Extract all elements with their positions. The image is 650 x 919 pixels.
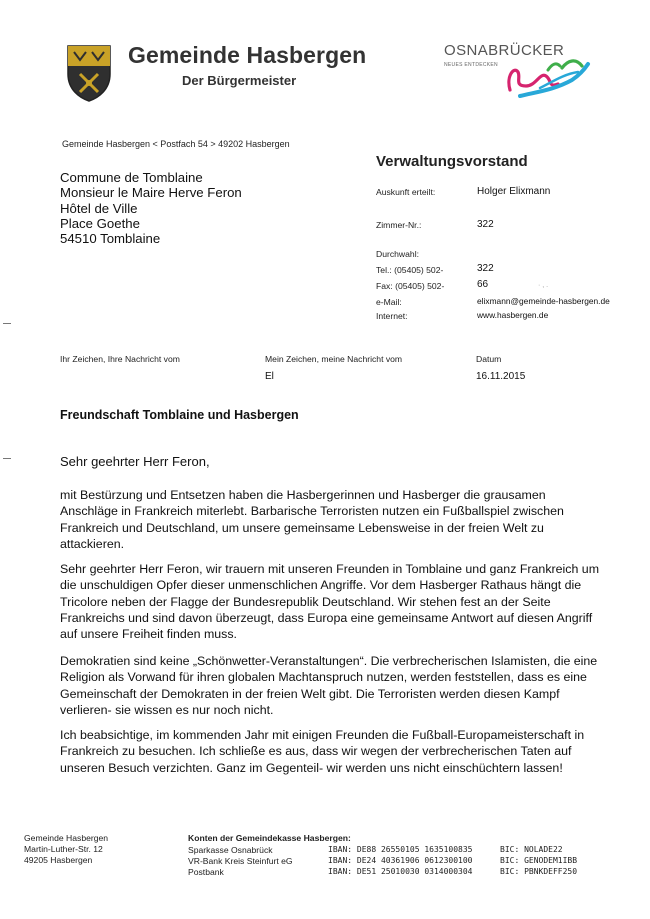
scan-specks: · , . [538, 282, 549, 289]
footer-address-line: Gemeinde Hasbergen [24, 833, 109, 843]
punch-mark [3, 458, 11, 459]
fax-extension: 66 [477, 279, 489, 290]
footer-address [24, 833, 108, 866]
our-reference-label: Mein Zeichen, meine Nachricht vom [265, 354, 403, 364]
internet-label: Internet: [376, 311, 408, 321]
our-reference-value: El [265, 371, 274, 382]
website-address: www.hasbergen.de [477, 310, 549, 320]
letter-paragraph: Sehr geehrter Herr Feron, wir trauern mit unseren Freunden in Tomblaine und ganz Frankreich um die unschuldigen Opfer dieser unmenschlichen Angriffe. Vor dem Hasberger Rathaus hängt die Tricolore neben der Flagge der Bundesrepublik Deutschland. Wir stehen fest an der Seite Frankreichs und sind davon überzeugt, dass Europa eine gemeinsame Antwort auf diesen Angriff auf unsere Freiheit finden muss. [60, 562, 600, 642]
footer-address-line: 49205 Hasbergen [24, 855, 93, 865]
recipient-line: Hôtel de Ville [60, 200, 138, 216]
letter-paragraph: Demokratien sind keine „Schönwetter-Veranstaltungen“. Die verbrecherischen Islamisten, die eine Religion als Vorwand für ihren globalen Machtanspruch nutzen, werden feststellen, dass es eine Gemeinschaft der Demokraten in der freien Welt gibt. Die Terroristen werden diesen Kampf verlieren- sie wissen es nur noch nicht. [60, 654, 598, 717]
bank-accounts-title: Konten der Gemeindekasse Hasbergen: [188, 833, 351, 843]
bank-account-row [188, 845, 608, 856]
date-label: Datum [476, 354, 502, 364]
recipient-line: Commune de Tomblaine [60, 170, 203, 185]
bank-bic: BIC: GENODEM1IBB [500, 856, 578, 865]
room-number-value: 322 [477, 219, 494, 230]
contact-person-value: Holger Elixmann [477, 186, 551, 197]
letter-subject: Freundschaft Tomblaine und Hasbergen [60, 408, 299, 422]
department-title: Verwaltungsvorstand [376, 153, 528, 170]
letter-paragraph: Ich beabsichtige, im kommenden Jahr mit einigen Freunden die Fußball-Europameisterschaft in Frankreich zu besuchen. Ich schließe es aus, dass wir wegen der verbrecherischen Taten auf unseren Besuch verzichten. Ganz im Gegenteil- wir werden uns nicht einschüchtern lassen! [60, 728, 585, 775]
sender-return-address: Gemeinde Hasbergen < Postfach 54 > 49202 Hasbergen [62, 139, 290, 149]
bank-account-row [188, 856, 608, 867]
bank-iban: IBAN: DE51 25010030 0314000304 [328, 867, 473, 876]
direct-dial-label: Durchwahl: [376, 249, 419, 259]
email-label: e-Mail: [376, 297, 402, 307]
bank-bic: BIC: NOLADE22 [500, 845, 563, 854]
partner-logo-text: OSNABRÜCKER [444, 42, 565, 59]
organization-name: Gemeinde Hasbergen [128, 42, 367, 68]
contact-person-label: Auskunft erteilt: [376, 187, 436, 197]
bank-name: Sparkasse Osnabrück [188, 845, 273, 855]
bank-name: VR-Bank Kreis Steinfurt eG [188, 856, 293, 866]
letter-paragraph: mit Bestürzung und Entsetzen haben die Hasbergerinnen und Hasberger die grausamen Anschläge in Frankreich miterlebt. Barbarische Terroristen nutzen ein Fußballspiel zwischen Frankreich und Deutschland, um unsere gemeinsame Lebensweise in der freien Welt zu attackieren. [60, 488, 564, 551]
recipient-line: Place Goethe [60, 215, 140, 231]
bank-name: Postbank [188, 867, 224, 877]
municipal-crest-icon [66, 44, 112, 102]
footer-address-line: Martin-Luther-Str. 12 [24, 844, 103, 854]
bank-account-row [188, 867, 608, 878]
email-address: elixmann@gemeinde-hasbergen.de [477, 296, 610, 306]
bank-iban: IBAN: DE88 26550105 1635100835 [328, 845, 473, 854]
date-value: 16.11.2015 [476, 371, 526, 382]
recipient-line: 54510 Tomblaine [60, 231, 161, 247]
osnabruecker-land-logo [444, 42, 594, 102]
letter-salutation: Sehr geehrter Herr Feron, [60, 454, 210, 469]
phone-extension: 322 [477, 263, 494, 274]
fold-mark [3, 323, 11, 324]
your-reference-label: Ihr Zeichen, Ihre Nachricht vom [60, 354, 180, 364]
room-number-label: Zimmer-Nr.: [376, 220, 422, 230]
bank-bic: BIC: PBNKDEFF250 [500, 867, 578, 876]
partner-logo-tagline: NEUES ENTDECKEN [444, 62, 498, 68]
bank-iban: IBAN: DE24 40361906 0612300100 [328, 856, 473, 865]
recipient-address [60, 170, 242, 246]
fax-label: Fax: (05405) 502- [376, 281, 445, 291]
organization-subtitle: Der Bürgermeister [182, 73, 297, 88]
phone-label: Tel.: (05405) 502- [376, 265, 444, 275]
recipient-line: Monsieur le Maire Herve Feron [60, 185, 242, 201]
